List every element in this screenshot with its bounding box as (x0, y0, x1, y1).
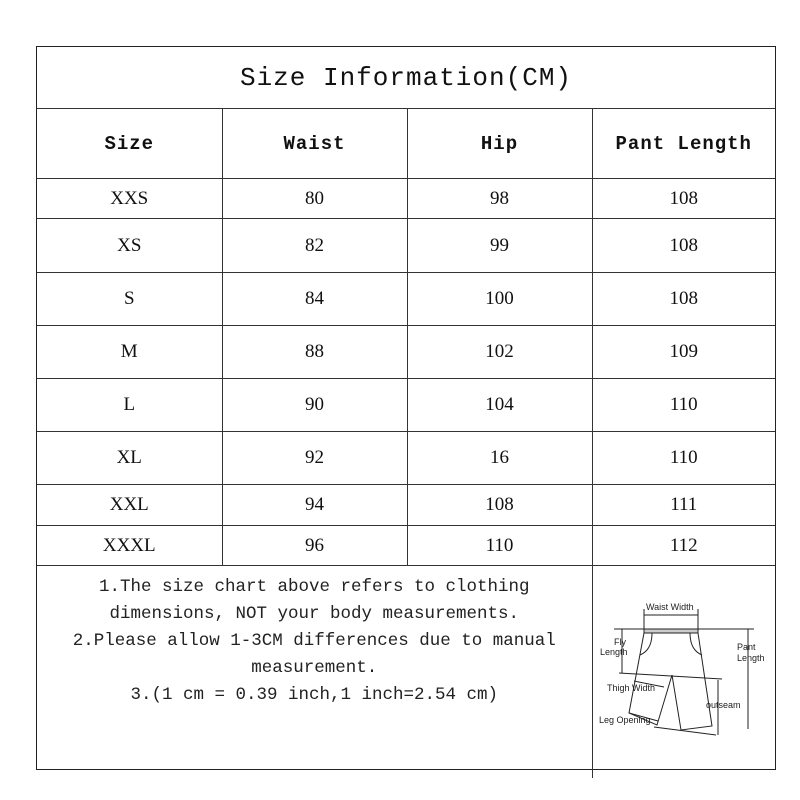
header-waist: Waist (222, 109, 407, 179)
cell-hip: 99 (407, 219, 592, 273)
size-table (37, 47, 775, 778)
header-pant-length: Pant Length (592, 109, 775, 179)
header-hip: Hip (407, 109, 592, 179)
cell-waist: 80 (222, 179, 407, 219)
cell-size: XXXL (37, 526, 222, 566)
cell-pant-length: 108 (592, 273, 775, 326)
label-outseam: outseam (705, 699, 741, 710)
table-row (37, 379, 775, 432)
label-pant: Pant (736, 641, 756, 652)
cell-size: XXL (37, 485, 222, 526)
table-row (37, 219, 775, 273)
cell-waist: 88 (222, 326, 407, 379)
cell-hip: 100 (407, 273, 592, 326)
label-fly: Fly (613, 636, 626, 647)
cell-hip: 110 (407, 526, 592, 566)
cell-pant-length: 108 (592, 219, 775, 273)
note-1-cont: dimensions, NOT your body measurements. (109, 604, 520, 624)
table-row (37, 432, 775, 485)
chart-title: Size Information(CM) (37, 47, 775, 109)
cell-waist: 82 (222, 219, 407, 273)
label-leg-opening: Leg Opening (598, 714, 651, 725)
cell-size: M (37, 326, 222, 379)
cell-waist: 96 (222, 526, 407, 566)
table-row (37, 179, 775, 219)
note-1: 1.The size chart above refers to clothing (98, 577, 530, 597)
cell-pant-length: 112 (592, 526, 775, 566)
note-3: 3.(1 cm = 0.39 inch,1 inch=2.54 cm) (130, 685, 499, 705)
cell-size: XS (37, 219, 222, 273)
cell-size: XL (37, 432, 222, 485)
cell-pant-length: 108 (592, 179, 775, 219)
notes-cell (37, 566, 592, 779)
notes-row (37, 566, 775, 779)
cell-waist: 92 (222, 432, 407, 485)
cell-hip: 16 (407, 432, 592, 485)
cell-size: L (37, 379, 222, 432)
cell-pant-length: 109 (592, 326, 775, 379)
table-row (37, 526, 775, 566)
size-chart (36, 46, 776, 770)
diagram-cell (592, 566, 775, 779)
header-size: Size (37, 109, 222, 179)
cell-waist: 90 (222, 379, 407, 432)
table-row (37, 326, 775, 379)
cell-hip: 102 (407, 326, 592, 379)
pants-measurement-diagram (594, 595, 774, 745)
cell-waist: 84 (222, 273, 407, 326)
label-fly-length: Length (599, 646, 628, 657)
label-waist-width: Waist Width (645, 601, 694, 612)
cell-size: S (37, 273, 222, 326)
cell-hip: 104 (407, 379, 592, 432)
table-row (37, 485, 775, 526)
note-2: 2.Please allow 1-3CM differences due to manual (72, 631, 556, 651)
label-thigh-width: Thigh Width (606, 682, 655, 693)
cell-hip: 98 (407, 179, 592, 219)
cell-pant-length: 110 (592, 379, 775, 432)
cell-waist: 94 (222, 485, 407, 526)
cell-pant-length: 110 (592, 432, 775, 485)
header-row (37, 109, 775, 179)
table-row (37, 273, 775, 326)
cell-pant-length: 111 (592, 485, 775, 526)
cell-size: XXS (37, 179, 222, 219)
cell-hip: 108 (407, 485, 592, 526)
label-pant-length: Length (736, 652, 765, 663)
note-2-cont: measurement. (251, 658, 378, 678)
